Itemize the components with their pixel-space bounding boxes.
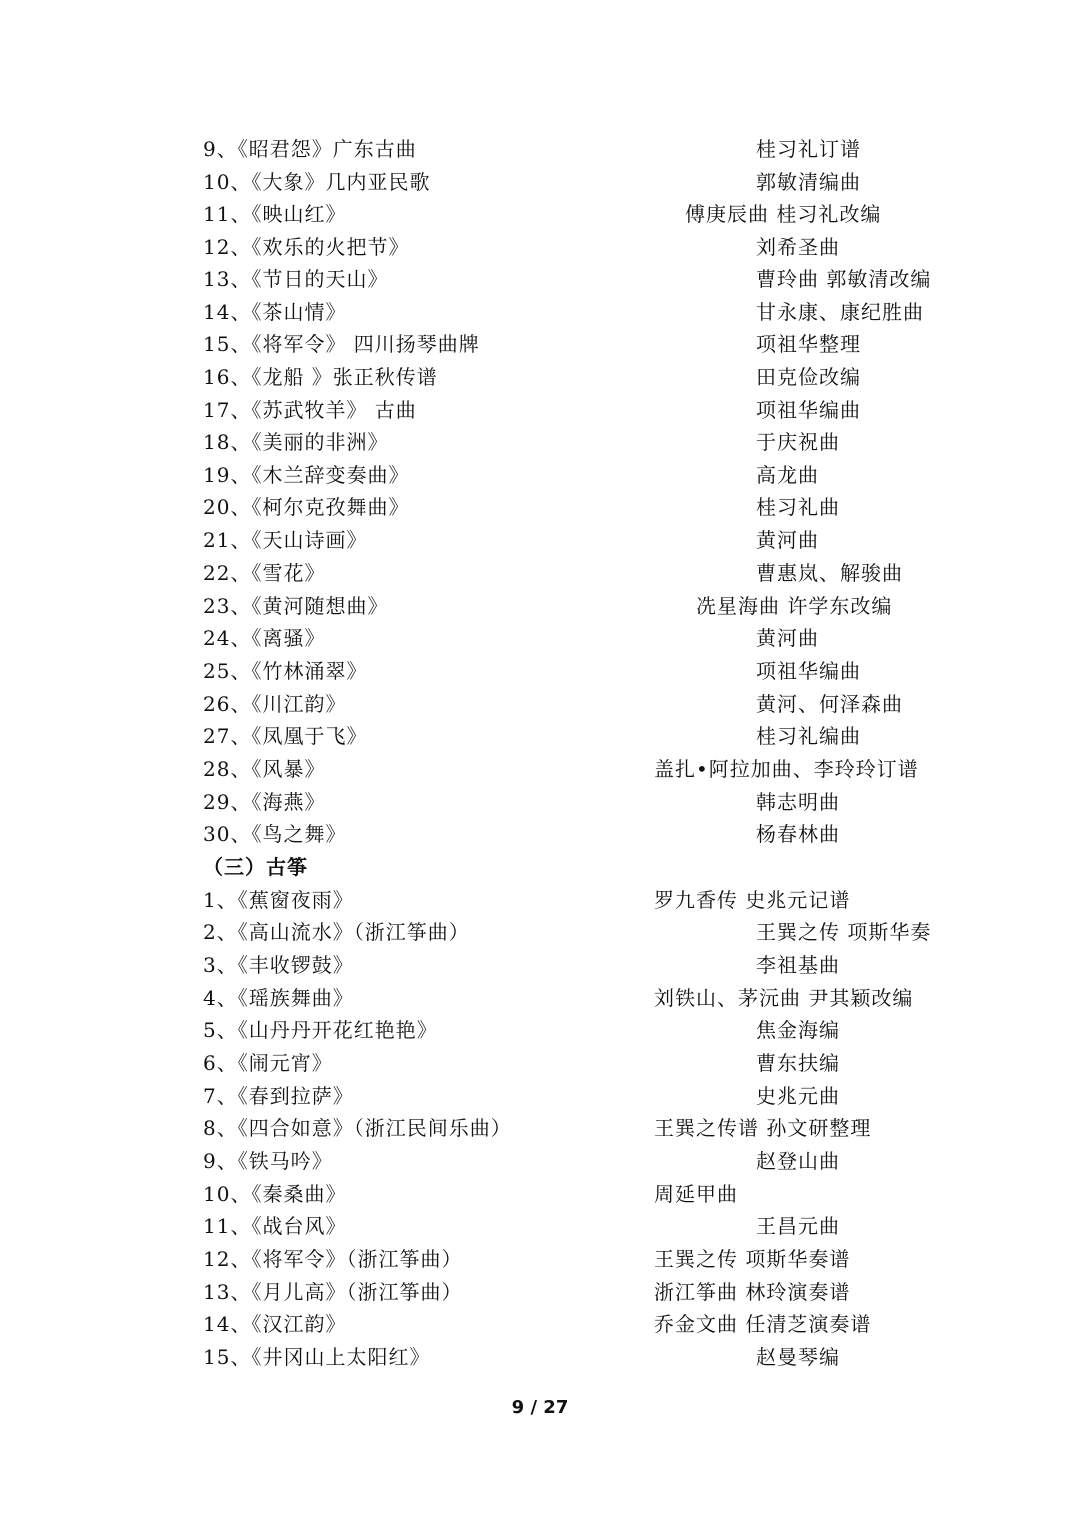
piece-title: 16、《龙船 》张正秋传谱 [203, 365, 438, 389]
piece-title: 25、《竹林涌翠》 [203, 659, 368, 683]
list-item [0, 982, 1080, 1014]
piece-credit: 桂习礼编曲 [756, 724, 861, 748]
piece-credit: 王昌元曲 [756, 1214, 840, 1238]
piece-title: 5、《山丹丹开花红艳艳》 [203, 1018, 438, 1042]
piece-credit: 罗九香传 史兆元记谱 [654, 888, 851, 912]
piece-title: 12、《欢乐的火把节》 [203, 235, 410, 259]
piece-title: 8、《四合如意》（浙江民间乐曲） [203, 1116, 512, 1140]
piece-title: 12、《将军令》（浙江筝曲） [203, 1247, 463, 1271]
piece-credit: 项祖华编曲 [756, 659, 861, 683]
piece-credit: 于庆祝曲 [756, 430, 840, 454]
piece-credit: 刘希圣曲 [756, 235, 840, 259]
piece-title: 22、《雪花》 [203, 561, 326, 585]
piece-title: 15、《井冈山上太阳红》 [203, 1345, 431, 1369]
list-item [0, 622, 1080, 654]
piece-title: 29、《海燕》 [203, 790, 326, 814]
piece-credit: 赵曼琴编 [756, 1345, 840, 1369]
piece-credit: 桂习礼曲 [756, 495, 840, 519]
list-item [0, 1210, 1080, 1242]
list-item [0, 655, 1080, 687]
piece-title: 17、《苏武牧羊》 古曲 [203, 398, 417, 422]
piece-credit: 焦金海编 [756, 1018, 840, 1042]
piece-credit: 史兆元曲 [756, 1084, 840, 1108]
piece-title: 26、《川江韵》 [203, 692, 347, 716]
list-item [0, 1243, 1080, 1275]
piece-credit: 黄河曲 [756, 528, 819, 552]
piece-credit: 乔金文曲 任清芝演奏谱 [654, 1312, 872, 1336]
piece-title: 21、《天山诗画》 [203, 528, 368, 552]
piece-credit: 刘铁山、茅沅曲 尹其颖改编 [654, 986, 914, 1010]
list-item [0, 753, 1080, 785]
list-item [0, 198, 1080, 230]
piece-title: 19、《木兰辞变奏曲》 [203, 463, 410, 487]
list-item [0, 1276, 1080, 1308]
list-item [0, 133, 1080, 165]
list-item [0, 1080, 1080, 1112]
list-item [0, 1047, 1080, 1079]
piece-title: 9、《昭君怨》广东古曲 [203, 137, 417, 161]
piece-title: 1、《蕉窗夜雨》 [203, 888, 354, 912]
piece-title: 24、《离骚》 [203, 626, 326, 650]
list-item [0, 818, 1080, 850]
section-heading-guzheng: （三）古筝 [203, 855, 308, 879]
list-item [0, 166, 1080, 198]
list-item [0, 459, 1080, 491]
piece-credit: 项祖华编曲 [756, 398, 861, 422]
list-item [0, 361, 1080, 393]
piece-title: 9、《铁马吟》 [203, 1149, 333, 1173]
piece-credit: 王巽之传 项斯华奏谱 [654, 1247, 851, 1271]
piece-title: 23、《黄河随想曲》 [203, 594, 389, 618]
piece-title: 28、《风暴》 [203, 757, 326, 781]
list-item [0, 1341, 1080, 1373]
list-item [0, 524, 1080, 556]
piece-credit: 黄河曲 [756, 626, 819, 650]
piece-title: 4、《瑶族舞曲》 [203, 986, 354, 1010]
piece-title: 20、《柯尔克孜舞曲》 [203, 495, 410, 519]
piece-title: 14、《汉江韵》 [203, 1312, 347, 1336]
list-item [0, 1145, 1080, 1177]
piece-credit: 韩志明曲 [756, 790, 840, 814]
list-item [0, 231, 1080, 263]
piece-title: 3、《丰收锣鼓》 [203, 953, 354, 977]
piece-credit: 冼星海曲 许学东改编 [696, 594, 893, 618]
page-number: 9 / 27 [511, 1397, 569, 1418]
list-item [0, 263, 1080, 295]
list-item [0, 426, 1080, 458]
piece-credit: 傅庚辰曲 桂习礼改编 [685, 202, 882, 226]
piece-title: 27、《凤凰于飞》 [203, 724, 368, 748]
piece-title: 7、《春到拉萨》 [203, 1084, 354, 1108]
list-item [0, 557, 1080, 589]
piece-title: 11、《映山红》 [203, 202, 347, 226]
list-item [0, 1308, 1080, 1340]
piece-credit: 田克俭改编 [756, 365, 861, 389]
piece-credit: 黄河、何泽森曲 [756, 692, 903, 716]
piece-credit: 盖扎•阿拉加曲、李玲玲订谱 [654, 757, 919, 781]
piece-credit: 甘永康、康纪胜曲 [756, 300, 924, 324]
list-item [0, 949, 1080, 981]
list-item [0, 1014, 1080, 1046]
piece-title: 10、《大象》几内亚民歌 [203, 170, 431, 194]
piece-credit: 项祖华整理 [756, 332, 861, 356]
piece-credit: 曹东扶编 [756, 1051, 840, 1075]
piece-title: 15、《将军令》 四川扬琴曲牌 [203, 332, 480, 356]
piece-credit: 高龙曲 [756, 463, 819, 487]
piece-credit: 浙江筝曲 林玲演奏谱 [654, 1280, 851, 1304]
piece-title: 11、《战台风》 [203, 1214, 347, 1238]
piece-title: 6、《闹元宵》 [203, 1051, 333, 1075]
list-item [0, 1178, 1080, 1210]
piece-title: 18、《美丽的非洲》 [203, 430, 389, 454]
list-item [0, 328, 1080, 360]
list-item [0, 884, 1080, 916]
piece-credit: 王巽之传 项斯华奏 [756, 920, 932, 944]
list-item [0, 1112, 1080, 1144]
piece-title: 10、《秦桑曲》 [203, 1182, 347, 1206]
piece-credit: 赵登山曲 [756, 1149, 840, 1173]
list-item [0, 786, 1080, 818]
piece-credit: 周延甲曲 [654, 1182, 738, 1206]
piece-title: 30、《鸟之舞》 [203, 822, 347, 846]
piece-credit: 郭敏清编曲 [756, 170, 861, 194]
piece-credit: 杨春林曲 [756, 822, 840, 846]
list-item [0, 916, 1080, 948]
piece-title: 13、《节日的天山》 [203, 267, 389, 291]
list-item [0, 296, 1080, 328]
list-item [0, 688, 1080, 720]
piece-title: 14、《茶山情》 [203, 300, 347, 324]
piece-credit: 曹惠岚、解骏曲 [756, 561, 903, 585]
list-item [0, 491, 1080, 523]
list-item [0, 720, 1080, 752]
list-item [0, 590, 1080, 622]
list-item [0, 394, 1080, 426]
piece-title: 13、《月儿高》（浙江筝曲） [203, 1280, 463, 1304]
piece-credit: 王巽之传谱 孙文研整理 [654, 1116, 872, 1140]
piece-title: 2、《高山流水》（浙江筝曲） [203, 920, 470, 944]
piece-credit: 桂习礼订谱 [756, 137, 861, 161]
piece-credit: 李祖基曲 [756, 953, 840, 977]
piece-credit: 曹玲曲 郭敏清改编 [756, 267, 932, 291]
